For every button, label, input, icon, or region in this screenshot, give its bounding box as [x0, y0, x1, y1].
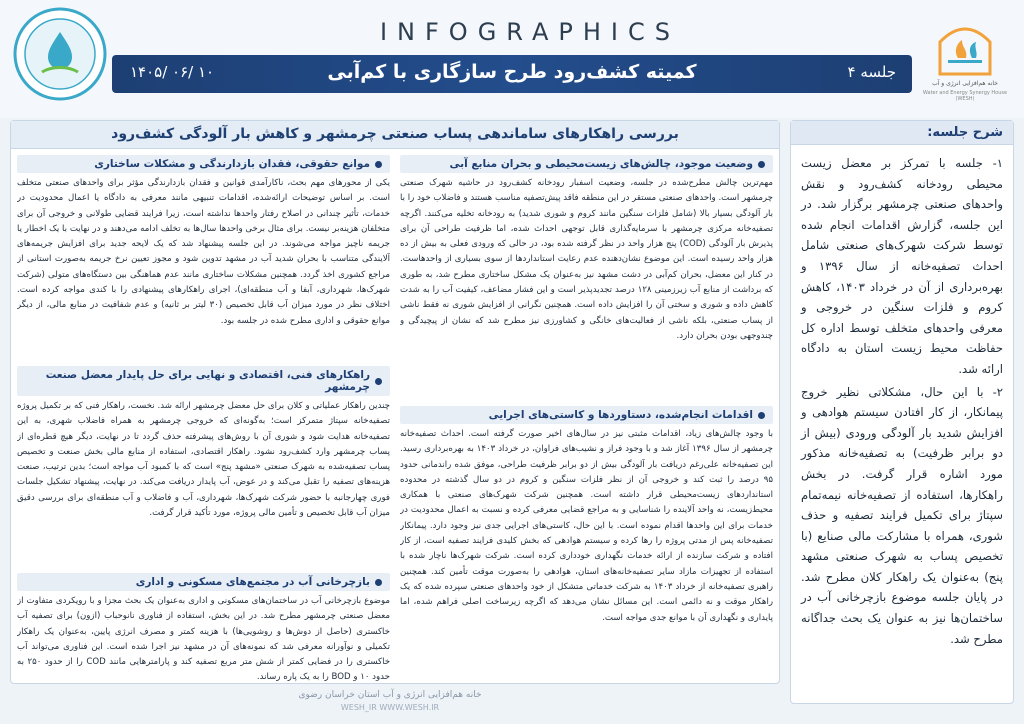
bullet-icon [758, 161, 765, 168]
title-bar [112, 55, 912, 93]
org-name-english: Water and Energy Synergy House (WESH) [922, 90, 1008, 102]
section-body: موضوع بازچرخانی آب در ساختمان‌های مسکونی و اداری به‌عنوان یک بحث مجزا و با رویکردی متفاوت از معضل صنعتی چرمشهر مطرح شد. در این بخش، استفاده از فناوری نانوحباب (ازون) برای تصفیه آب خاکستری (حاصل از دوش‌ها و روشویی‌ها) با هزینه کمتر و مصرف انرژی پایین، به‌عنوان یک راهکار تکمیلی و نوآورانه معرفی شد که نمونه‌های آن در مشهد نیز اجرا شده است. این فناوری می‌تواند آب خاکستری را در فضایی کمتر از شش متر مربع تصفیه کند و پارامترهایی مانند COD را از حدود ۲۵۰ به حدود ۱۰ و BOD را به یک پاره رساند. [17, 596, 390, 683]
section-title-text: راهکارهای فنی، اقتصادی و نهایی برای حل پایدار معضل صنعت چرمشهر [45, 369, 370, 393]
bullet-icon [375, 579, 382, 586]
infographics-label: INFOGRAPHICS [379, 18, 681, 46]
page-title: کمیته کشف‌رود طرح سازگاری با کم‌آبی [327, 61, 697, 83]
wesh-logo [920, 14, 1010, 106]
session-summary-title: شرح جلسه: [791, 121, 1013, 145]
section-title-text: موانع حقوقی، فقدان بازدارندگی و مشکلات ساختاری [94, 158, 370, 170]
column-right [400, 155, 773, 693]
main-heading: بررسی راهکارهای ساماندهی پساب صنعتی چرمشهر و کاهش بار آلودگی کشف‌رود [11, 121, 779, 149]
summary-paragraph-2: ۲- با این حال، مشکلاتی نظیر خروج پیمانکار، از کار افتادن سیستم هوادهی و افزایش شدید بار آلودگی ورودی (بیش از دو برابر ظرفیت) به تصفیه‌خانه مذکور مورد اشاره قرار گرفت. در بخش راهکارها، استفاده از تصفیه‌خانه نیمه‌تمام سپتاژ برای تکمیل فرایند تصفیه و حذف شوری، همراه با مشارکت مالی صنایع (با تخصیص پساب به شهرک صنعتی مشهد پنج) به‌عنوان یک راهکار کلان مطرح شد. در پایان جلسه موضوع بازچرخانی آب در ساختمان‌ها نیز به عنوان یک بحث جداگانه مطرح شد. [801, 384, 1003, 646]
column-left [17, 155, 390, 708]
section-title-text: وضعیت موجود، چالش‌های زیست‌محیطی و بحران منابع آبی [449, 158, 753, 170]
main-content-panel [10, 120, 780, 684]
session-summary-body [791, 145, 1013, 659]
bullet-icon [758, 412, 765, 419]
committee-logo-icon [12, 6, 108, 102]
footer-website[interactable]: WESH_IR WWW.WESH.IR [340, 703, 440, 712]
session-number: جلسه ۴ [847, 63, 896, 81]
section-title-text: بازچرخانی آب در مجتمع‌های مسکونی و اداری [135, 576, 370, 588]
session-summary-panel [790, 120, 1014, 704]
section-body: چندین راهکار عملیاتی و کلان برای حل معضل چرمشهر ارائه شد. نخست، راهکار فنی که بر تکمیل پروژه تصفیه‌خانه سپتاژ متمرکز است؛ به‌گونه‌ای که خروجی چرمشهر به همراه فاضلاب شهری، به این تصفیه‌خانه هدایت شود و شوری آن با روش‌های پیشرفته حذف گردد تا در نهایت، دیگر هیچ قطره‌ای از پساب چرمشهر وارد کشف‌رود نشود. راهکار اقتصادی، استفاده از منابع مالی بخش صنعت و تخصیص پساب تصفیه‌شده به شهرک صنعتی «مشهد پنج» است که با کمبود آب مواجه است؛ بدین ترتیب، صنعت هزینه‌های تصفیه را تقبل می‌کند و در عوض، آب پایدار دریافت می‌کند. در نهایت، پیشنهاد تشکیل جلسات فوری چهارجانبه با حضور شرکت شهرک‌ها، شهرداری، آب و فاضلاب و آب منطقه‌ای برای بررسی دقیق میزان آب قابل تخصیص و تأمین مالی پروژه، مورد تأکید قرار گرفت. [17, 401, 390, 519]
section-title [17, 366, 390, 396]
section-title [400, 406, 773, 424]
footer-org: خانه هم‌افزایی انرژی و آب استان خراسان رضوی [298, 690, 482, 700]
section-title-text: اقدامات انجام‌شده، دستاوردها و کاستی‌های اجرایی [488, 409, 753, 421]
committee-logo [12, 6, 108, 102]
section-body: یکی از محورهای مهم بحث، ناکارآمدی قوانین و فقدان بازدارندگی مؤثر برای واحدهای صنعتی متخلف است. بر اساس توضیحات ارائه‌شده، اقدامات تنبیهی مانند معرفی به دادگاه یا اعمال محدودیت در خدمات، تأثیر چندانی در اصلاح رفتار واحدها نداشته است، زیرا فرایند قضایی طولانی و خروجی آن برای متخلفان هزینه‌بر نیست. برای مثال برخی واحدها سال‌ها به تخلف ادامه می‌دهند و در نهایت با یک اخطار یا جریمه ناچیز مواجه می‌شوند. در این جلسه پیشنهاد شد که یک لایحه جدید برای افزایش جریمه‌های آلایندگی متناسب با بحران شدید آب در مشهد تدوین شود و مجوز تعیین نرخ جریمه به‌صورت استانی از مراجع کشوری اخذ گردد. همچنین مشکلات ساختاری مانند عدم هماهنگی بین دستگاه‌های متولی (شرکت شهرک‌ها، شهرداری، آبفا و آب منطقه‌ای)، اجرای راهکارهای پیشنهادی را با کندی مواجه کرده است. اختلاف نظر در مورد میزان آب قابل تخصیص (۳۰ لیتر بر ثانیه) و عدم شفافیت در منابع مالی، از دیگر موانع حقوقی و اداری مطرح شده در جلسه بود. [17, 178, 390, 326]
section-title [17, 573, 390, 591]
wesh-logo-icon [920, 14, 1010, 78]
section-title [400, 155, 773, 173]
section-body: با وجود چالش‌های زیاد، اقدامات مثبتی نیز در سال‌های اخیر صورت گرفته است. احداث تصفیه‌خانه چرمشهر از سال ۱۳۹۶ آغاز شد و با وجود فراز و نشیب‌های فراوان، در خرداد ۱۴۰۳ به بهره‌برداری رسید. این تصفیه‌خانه علی‌رغم دریافت بار آلودگی بیش از دو برابر ظرفیت طراحی، موفق شده راندمانی حدود ۹۵ درصد را ثبت کند و خروجی آن از نظر فلزات سنگین و کروم در دو سال گذشته در محدوده استانداردهای زیست‌محیطی قرار داشته است. همچنین شرکت شهرک‌های صنعتی با همکاری محیط‌زیست، نه واحد آلاینده را شناسایی و به مراجع قضایی معرفی کرده و نسبت به اعمال محدودیت در خدمات برای این واحدها اقدام نموده است. با این حال، کاستی‌های اجرایی جدی نیز وجود دارد. پیمانکار تصفیه‌خانه پس از مدتی پروژه را رها کرده و سیستم هوادهی که بخش کلیدی فرایند تصفیه است، از کار افتاده و شرکت سازنده از ارائه خدمات نگهداری خودداری کرده است. شرکت شهرک‌ها ناچار شده با استفاده از تجهیزات مازاد سایر تصفیه‌خانه‌های استان، هوادهی را به‌صورت موقت تأمین کند. همچنین راهبری تصفیه‌خانه از خرداد ۱۴۰۳ به شرکت خدماتی متشکل از خود واحدهای صنعتی سپرده شده که یک راهکار موقت و نه دائمی است. این مسائل نشان می‌دهد که اگرچه زیرساخت اصلی فراهم شده، اما پایداری و نگهداری آن با موانع جدی مواجه است. [400, 429, 773, 623]
footer [0, 688, 780, 724]
header [0, 0, 1024, 118]
section-body: مهم‌ترین چالش مطرح‌شده در جلسه، وضعیت اسفبار رودخانه کشف‌رود در حاشیه شهرک صنعتی چرمشهر است. واحدهای صنعتی مستقر در این منطقه فاقد پیش‌تصفیه مناسب هستند و فاضلاب خود را با بار آلودگی بسیار بالا (شامل فلزات سنگین مانند کروم و شوری شدید) به رودخانه تخلیه می‌کنند. اگرچه تصفیه‌خانه مرکزی چرمشهر با سرمایه‌گذاری قابل توجهی احداث شده، اما ظرفیت طراحی آن برای پذیرش بار آلودگی (COD) پنج هزار واحد در نظر گرفته شده بود، در حالی که ورودی فعلی به بیش از ده هزار واحد رسیده است. این موضوع نشان‌دهنده عدم رعایت استانداردها از سوی بسیاری از واحدهاست. در کنار این معضل، بحران کم‌آبی در دشت مشهد نیز به‌عنوان یک مشکل ساختاری مطرح شد، به طوری که برداشت از منابع آب زیرزمینی ۱۲۸ درصد تجدیدپذیر است و این فشار مضاعف، کیفیت آب را به شدت کاهش داده و شوری و سختی آن را افزایش داده است. همچنین نگرانی از افزایش شوری نه فقط ناشی از پساب صنعتی، بلکه ناشی از فعالیت‌های خانگی و کشاورزی نیز مطرح شد که نشان از پیچیدگی و چندوجهی بودن بحران دارد. [400, 178, 773, 341]
session-date: ۱۴۰۵/ ۰۶/ ۱۰ [130, 63, 215, 81]
summary-paragraph-1: ۱- جلسه با تمرکز بر معضل زیست محیطی رودخانه کشف‌رود و نقش واحدهای صنعتی چرمشهر برگزار شد. در این جلسه، گزارش اقدامات انجام شده توسط شرکت شهرک‌های صنعتی شامل احداث تصفیه‌خانه از سال ۱۳۹۶ و بهره‌برداری از آن در خرداد ۱۴۰۳، کاهش کروم و فلزات سنگین در خروجی و معرفی واحدهای متخلف توسط اداره کل حفاظت محیط زیست استان به دادگاه ارائه شد. [801, 156, 1004, 376]
bullet-icon [375, 378, 382, 385]
section-title [17, 155, 390, 173]
bullet-icon [375, 161, 382, 168]
org-name: خانه هم‌افزایی انرژی و آب [932, 80, 998, 87]
